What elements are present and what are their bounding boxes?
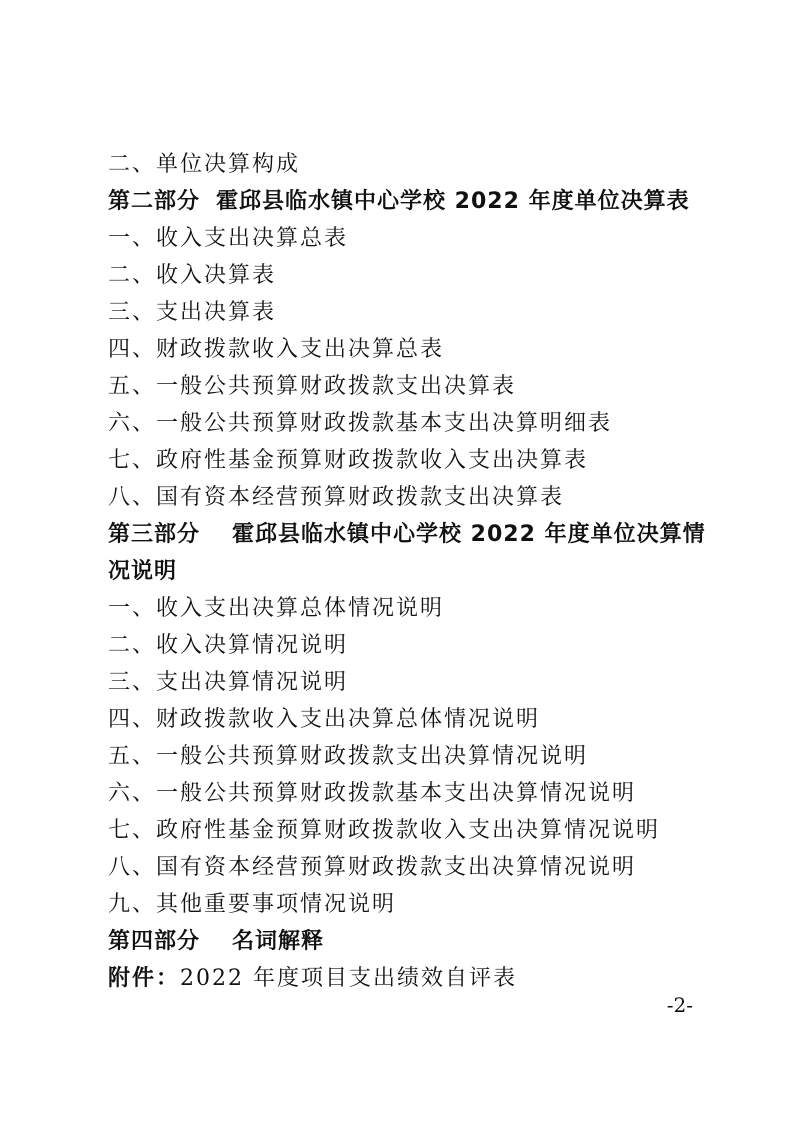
part2-item: 一、收入支出决算总表 xyxy=(108,226,349,251)
part2-item: 六、一般公共预算财政拨款基本支出决算明细表 xyxy=(108,411,613,436)
part4-heading-prefix: 第四部分 xyxy=(108,929,201,954)
part2-heading-title: 霍邱县临水镇中心学校 2022 年度单位决算表 xyxy=(216,189,690,214)
part2-item: 五、一般公共预算财政拨款支出决算表 xyxy=(108,374,517,399)
toc-item-unit-composition: 二、单位决算构成 xyxy=(108,152,301,177)
part3-item: 三、支出决算情况说明 xyxy=(108,670,349,695)
page-number: -2- xyxy=(666,993,693,1017)
part2-heading-prefix: 第二部分 xyxy=(108,189,201,214)
part3-item: 一、收入支出决算总体情况说明 xyxy=(108,596,445,621)
part2-heading xyxy=(108,183,708,220)
part2-item: 四、财政拨款收入支出决算总表 xyxy=(108,337,445,362)
part3-heading xyxy=(108,516,708,590)
part2-item: 七、政府性基金预算财政拨款收入支出决算表 xyxy=(108,448,589,473)
part3-item: 二、收入决算情况说明 xyxy=(108,633,349,658)
part3-item: 八、国有资本经营预算财政拨款支出决算情况说明 xyxy=(108,855,637,880)
part2-item: 八、国有资本经营预算财政拨款支出决算表 xyxy=(108,485,565,510)
part3-item: 四、财政拨款收入支出决算总体情况说明 xyxy=(108,707,541,732)
part3-item: 九、其他重要事项情况说明 xyxy=(108,892,397,917)
part4-heading-title: 名词解释 xyxy=(232,929,325,954)
attachment-label: 附件： xyxy=(108,966,181,991)
part3-heading-prefix: 第三部分 xyxy=(108,522,201,547)
attachment-line xyxy=(108,960,708,997)
part3-item: 五、一般公共预算财政拨款支出决算情况说明 xyxy=(108,744,589,769)
part4-heading xyxy=(108,923,708,960)
part3-item: 六、一般公共预算财政拨款基本支出决算情况说明 xyxy=(108,781,637,806)
attachment-text: 2022 年度项目支出绩效自评表 xyxy=(180,966,517,991)
part2-item: 三、支出决算表 xyxy=(108,300,277,325)
part3-heading-title: 霍邱县临水镇中心学校 2022 年度单位决算情况说明 xyxy=(108,522,706,584)
part3-item: 七、政府性基金预算财政拨款收入支出决算情况说明 xyxy=(108,818,661,843)
table-of-contents xyxy=(108,146,708,997)
part2-item: 二、收入决算表 xyxy=(108,263,277,288)
